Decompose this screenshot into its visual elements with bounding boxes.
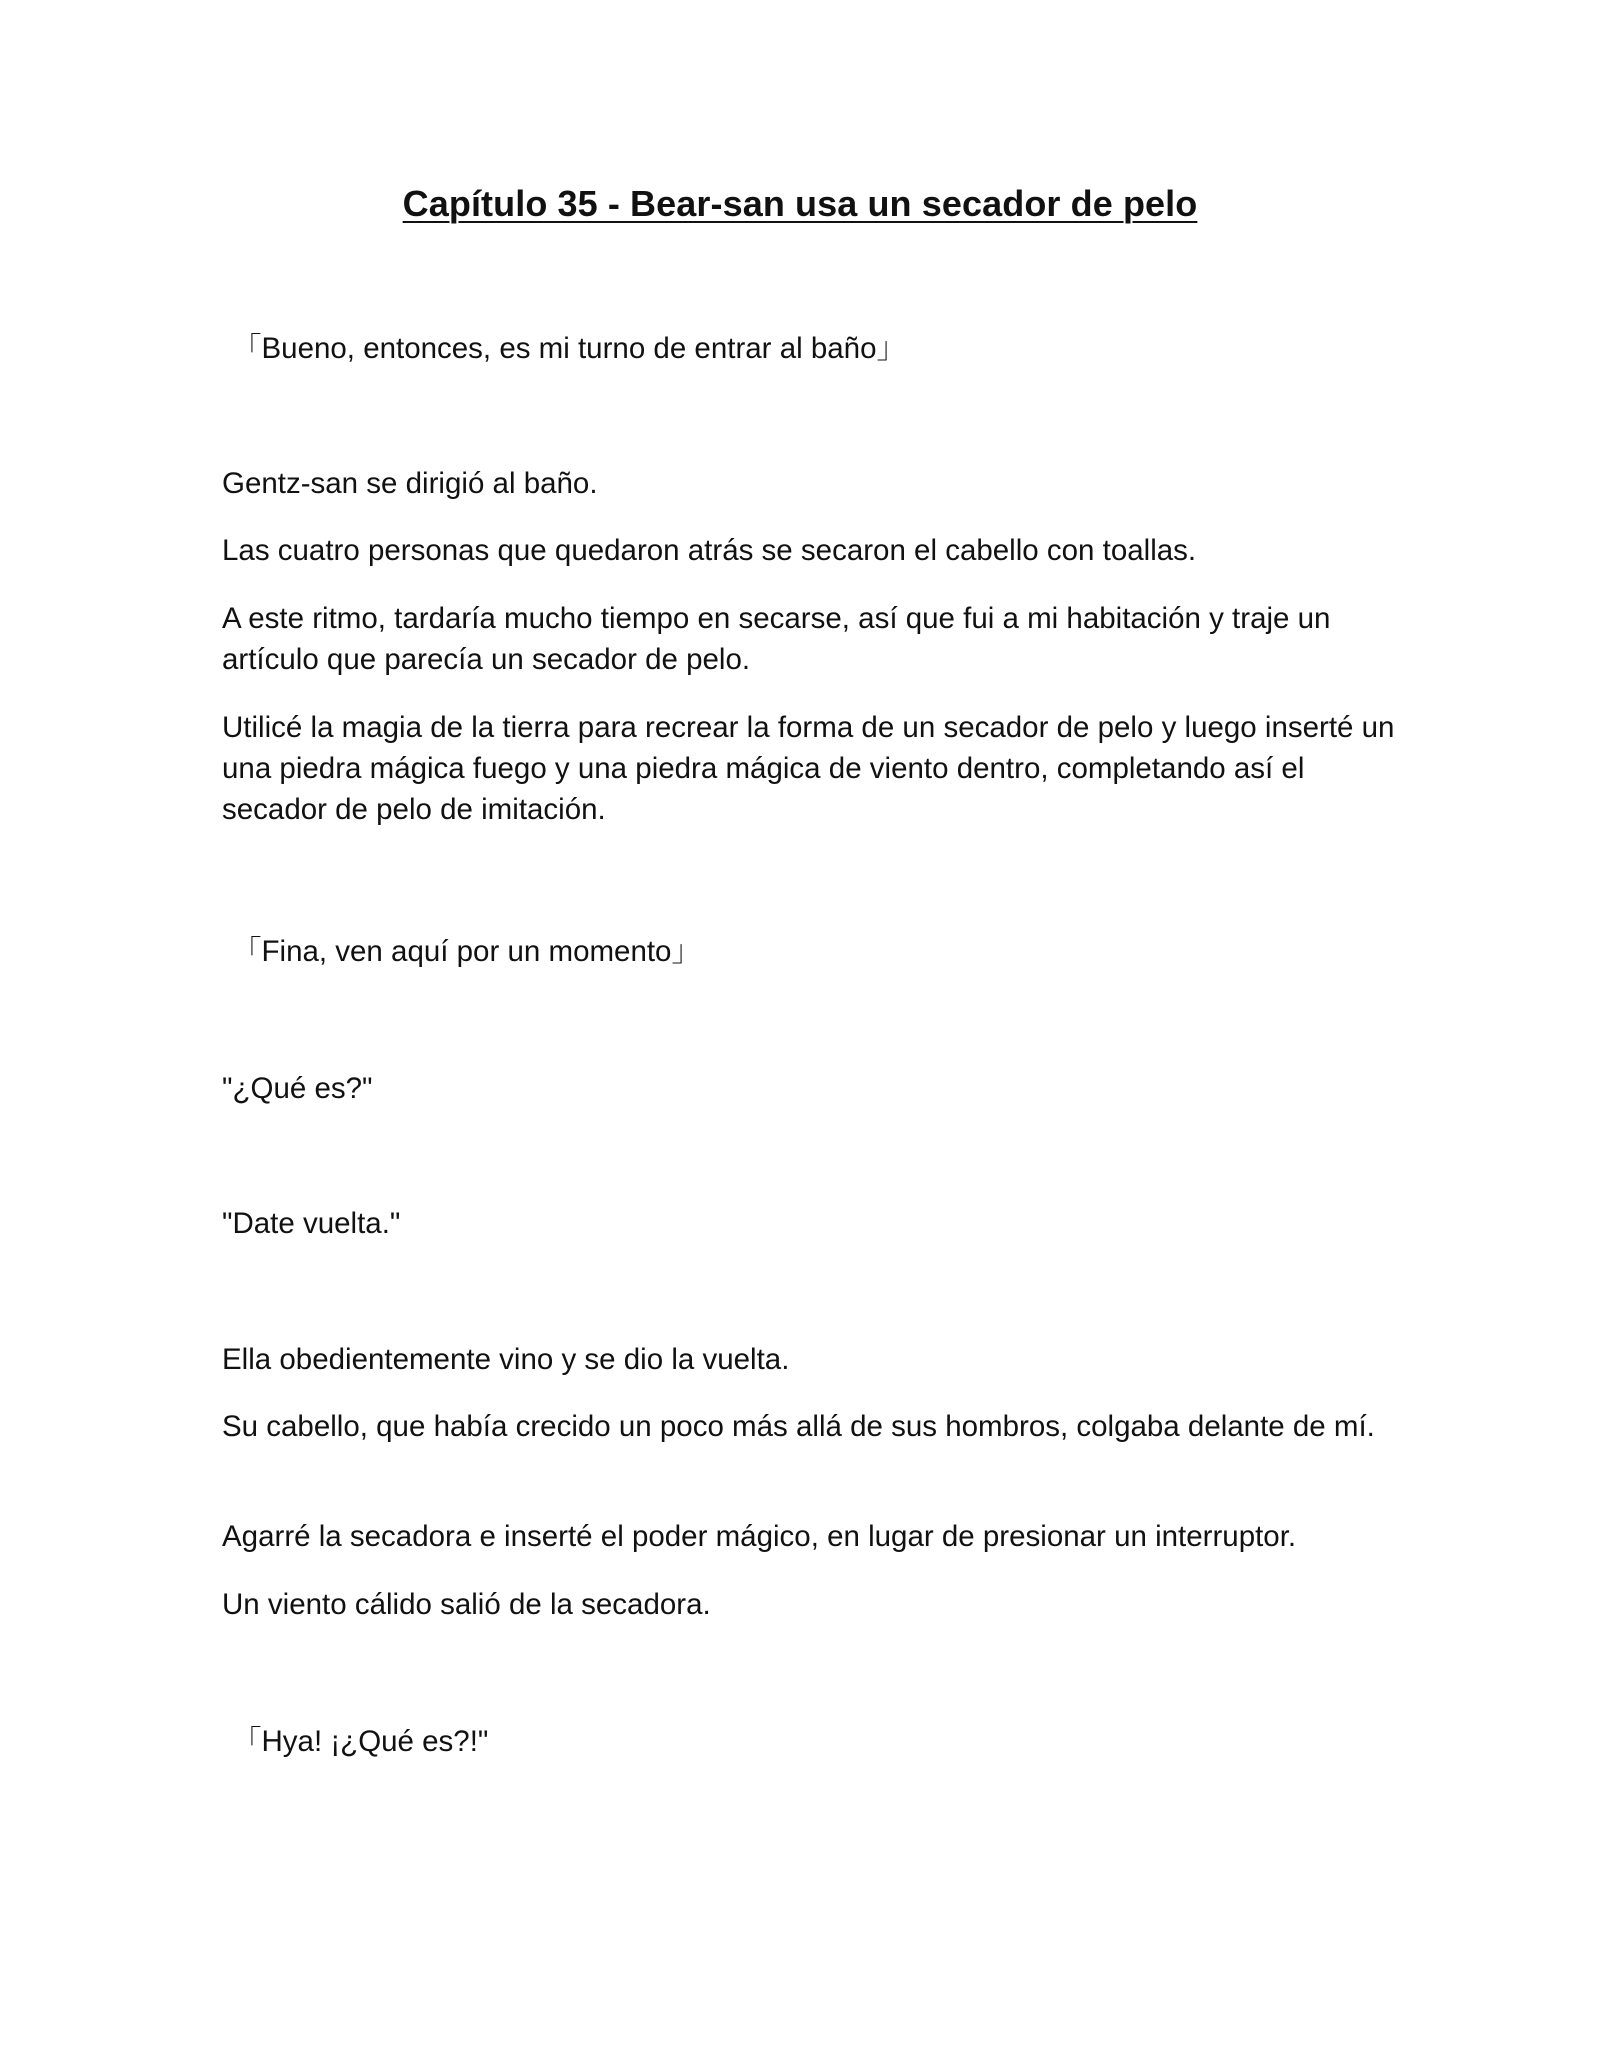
paragraph: Utilicé la magia de la tierra para recrear la forma de un secador de pelo y luego inserté un una piedra mágica fuego y una piedra mágica de viento dentro, completando así el secador de pelo de imitación. bbox=[222, 711, 1395, 826]
paragraph: 「Hya! ¡¿Qué es?!" bbox=[232, 1725, 489, 1758]
paragraph: A este ritmo, tardaría mucho tiempo en secarse, así que fui a mi habitación y traje un artículo que parecía un secador de pelo. bbox=[222, 602, 1331, 676]
paragraph: "¿Qué es?" bbox=[222, 1072, 373, 1105]
paragraph: 「Fina, ven aquí por un momento」 bbox=[232, 935, 701, 968]
paragraph: Un viento cálido salió de la secadora. bbox=[222, 1588, 711, 1621]
paragraph: Las cuatro personas que quedaron atrás se secaron el cabello con toallas. bbox=[222, 534, 1197, 567]
paragraph: Ella obedientemente vino y se dio la vuelta. bbox=[222, 1343, 790, 1376]
paragraph: "Date vuelta." bbox=[222, 1207, 401, 1240]
chapter-title: Capítulo 35 - Bear-san usa un secador de pelo bbox=[402, 183, 1198, 224]
paragraph: Su cabello, que había crecido un poco más allá de sus hombros, colgaba delante de mí. bbox=[222, 1410, 1375, 1443]
paragraph: Agarré la secadora e inserté el poder mágico, en lugar de presionar un interruptor. bbox=[222, 1520, 1297, 1553]
paragraph: Gentz-san se dirigió al baño. bbox=[222, 467, 598, 500]
paragraph: 「Bueno, entonces, es mi turno de entrar al baño」 bbox=[232, 332, 906, 365]
